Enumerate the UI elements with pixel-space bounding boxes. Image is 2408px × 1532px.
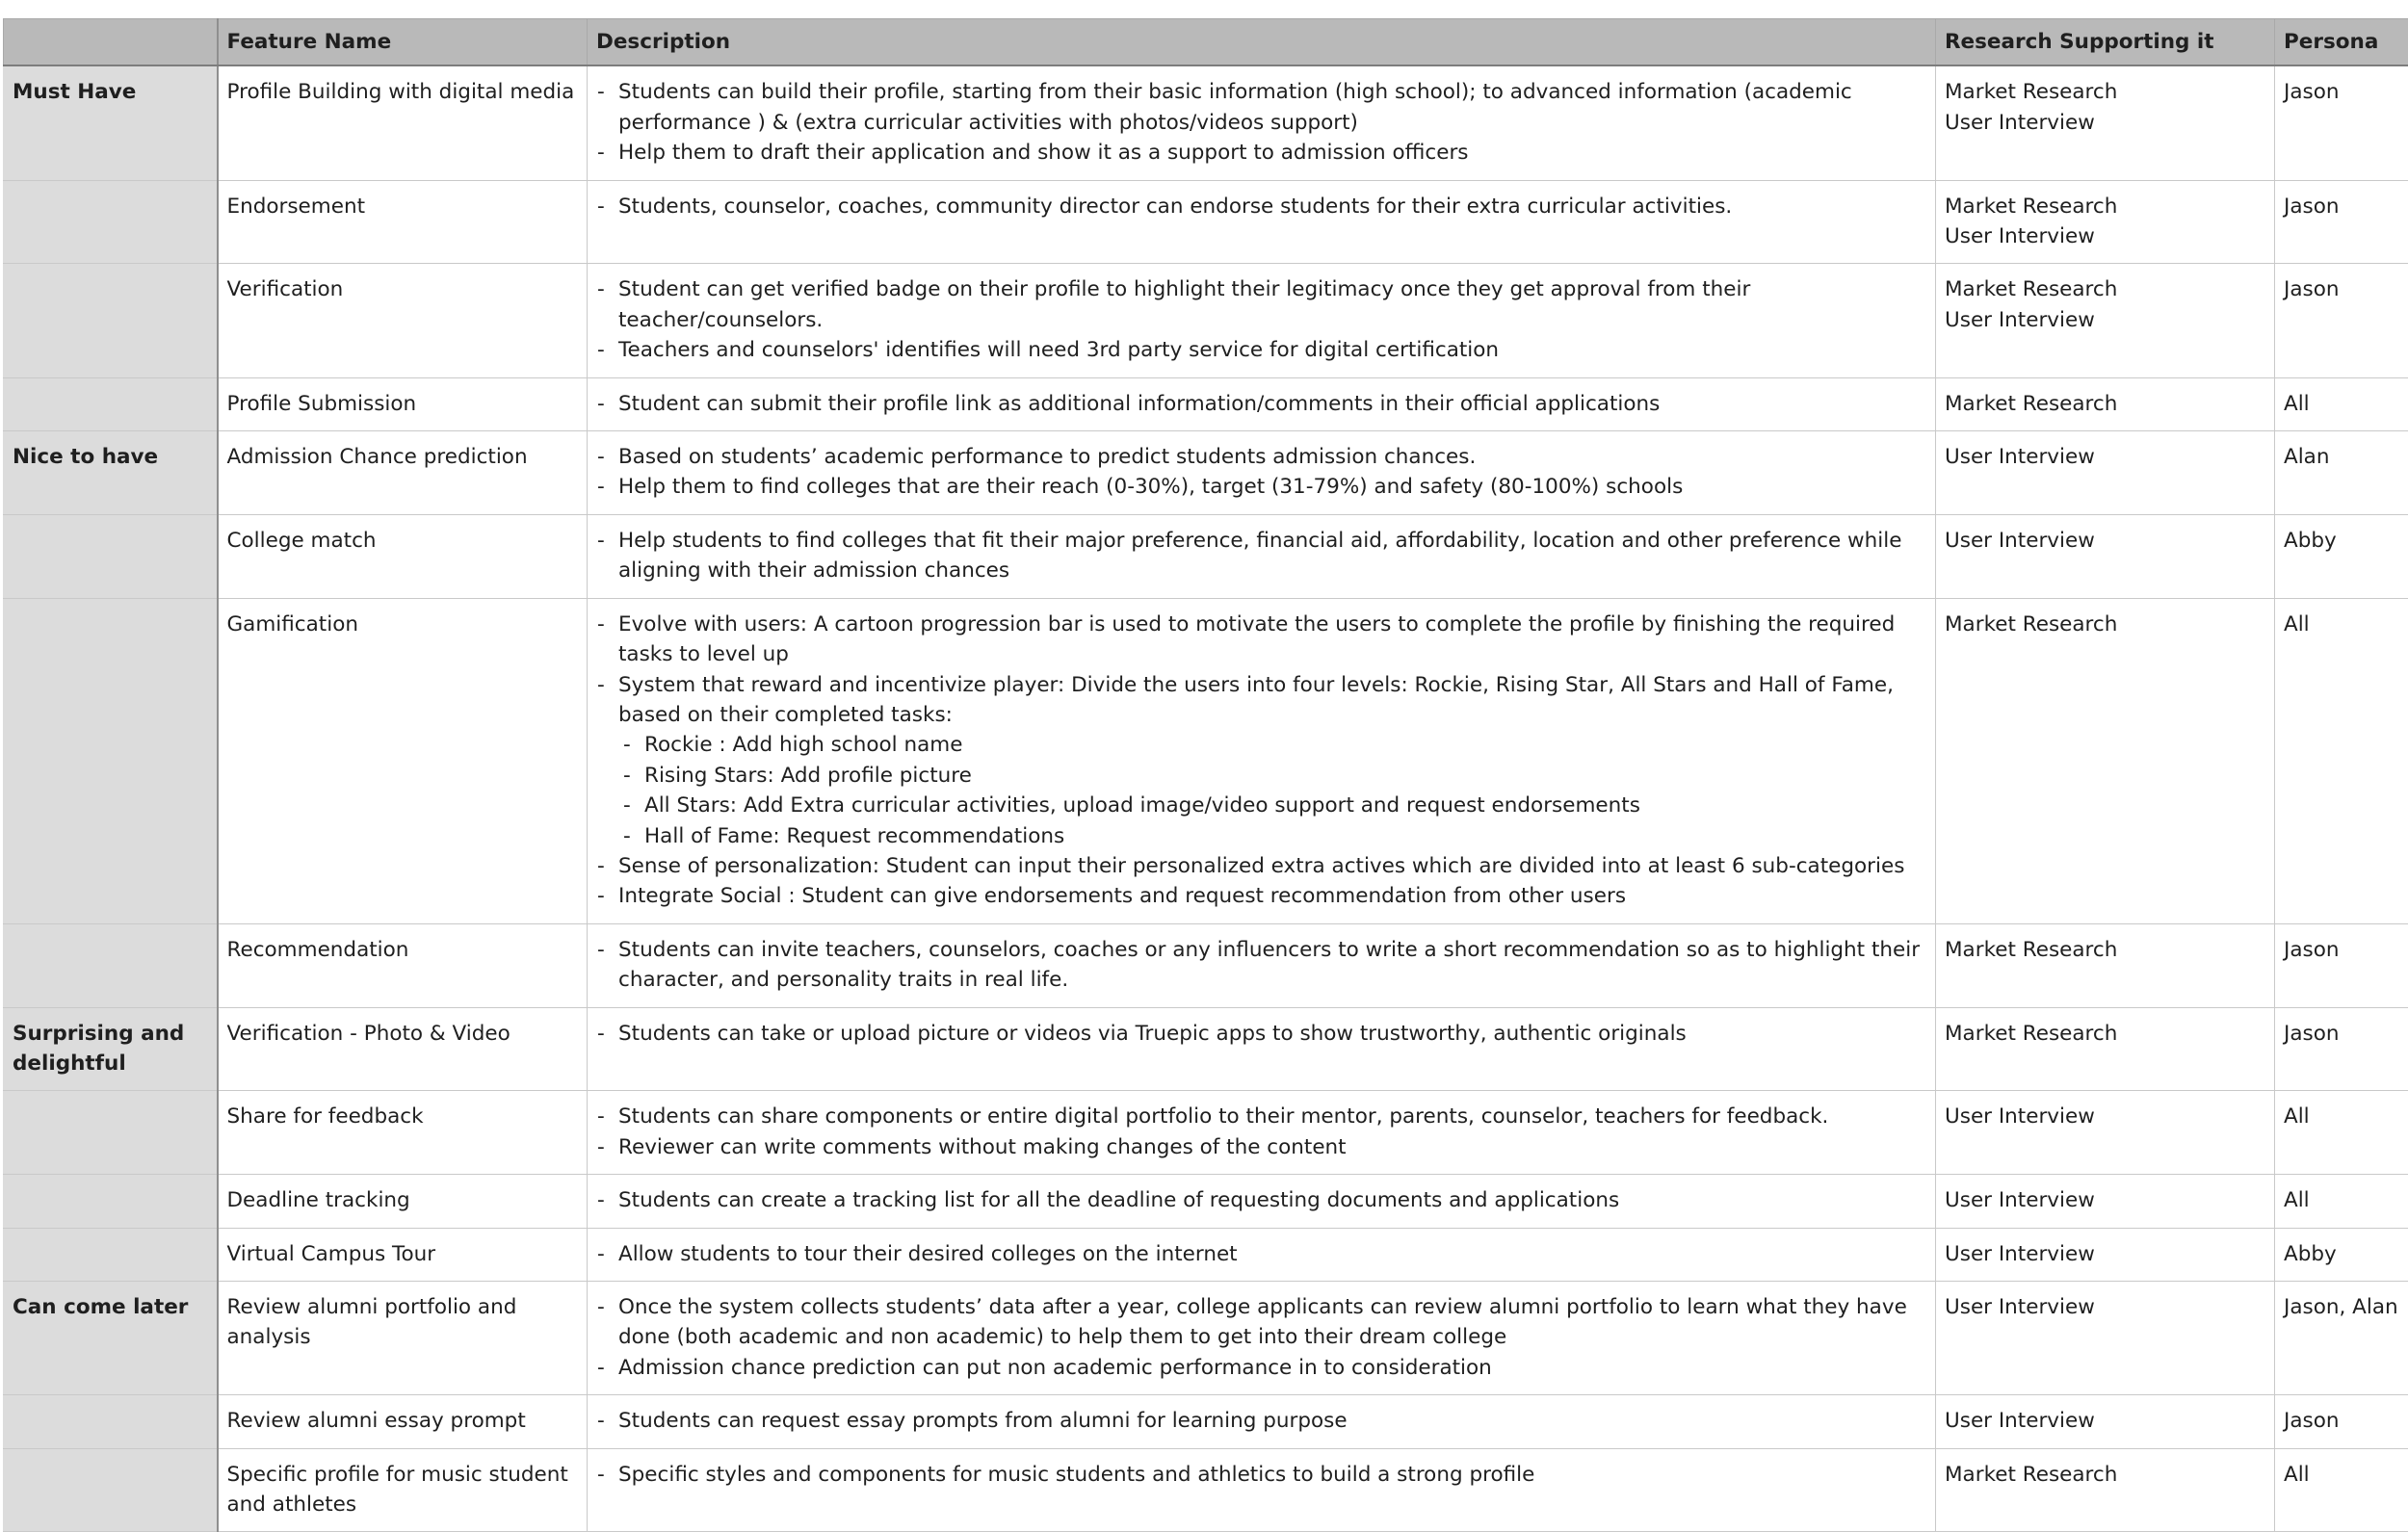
description-list [596, 274, 1926, 365]
persona-cell: Jason [2275, 923, 2408, 1007]
priority-cell: Nice to have [4, 431, 218, 515]
research-source: Market Research [1945, 935, 2265, 965]
table-row [4, 598, 2408, 923]
research-source: Market Research [1945, 1460, 2265, 1490]
research-source: User Interview [1945, 221, 2265, 251]
priority-cell [4, 264, 218, 377]
persona-cell: Jason [2275, 264, 2408, 377]
description-item [596, 670, 1926, 851]
feature-name-cell: Profile Building with digital media [218, 65, 588, 180]
description-item [596, 1353, 1926, 1383]
research-source: Market Research [1945, 1019, 2265, 1049]
research-cell [1936, 377, 2275, 430]
table-row [4, 377, 2408, 430]
table-body [4, 65, 2408, 1532]
description-text: Admission chance prediction can put non academic performance in to consideration [618, 1356, 1492, 1380]
priority-cell: Can come later [4, 1282, 218, 1395]
description-item [596, 389, 1926, 419]
research-source: User Interview [1945, 1292, 2265, 1322]
research-source: User Interview [1945, 305, 2265, 335]
description-list [596, 192, 1926, 221]
research-source: Market Research [1945, 77, 2265, 107]
table-row [4, 1282, 2408, 1395]
description-text: Integrate Social : Student can give endorsements and request recommendation from other users [618, 884, 1626, 908]
description-text: Evolve with users: A cartoon progression bar is used to motivate the users to complete the profile by finishing the required tasks to level up [618, 612, 1895, 666]
feature-name-cell: Profile Submission [218, 377, 588, 430]
persona-cell: All [2275, 1175, 2408, 1228]
table-row [4, 1175, 2408, 1228]
description-item [596, 77, 1926, 138]
research-source: Market Research [1945, 192, 2265, 221]
description-text: Help them to find colleges that are their reach (0-30%), target (31-79%) and safety (80-100%) schools [618, 475, 1683, 499]
priority-cell: Surprising and delightful [4, 1007, 218, 1091]
description-list [596, 1019, 1926, 1049]
priority-cell [4, 923, 218, 1007]
research-source: User Interview [1945, 1185, 2265, 1215]
research-source: User Interview [1945, 1102, 2265, 1131]
description-list [596, 77, 1926, 168]
description-item [596, 851, 1926, 881]
table-row [4, 1228, 2408, 1281]
description-list [596, 1185, 1926, 1215]
research-source: Market Research [1945, 274, 2265, 304]
feature-name-cell: Review alumni portfolio and analysis [218, 1282, 588, 1395]
description-text: Based on students’ academic performance to predict students admission chances. [618, 445, 1476, 469]
description-text: Students, counselor, coaches, community director can endorse students for their extra curricular activities. [618, 195, 1732, 219]
description-text: Students can invite teachers, counselors, coaches or any influencers to write a short recommendation so as to highlight their character, and personality traits in real life. [618, 938, 1920, 992]
description-subitem: - Rising Stars: Add profile picture [618, 761, 1926, 791]
table-row [4, 180, 2408, 264]
feature-prioritization-table [3, 18, 2408, 1532]
table-row [4, 1448, 2408, 1532]
persona-cell: All [2275, 1448, 2408, 1532]
description-sublist [618, 730, 1926, 851]
description-text: Help students to find colleges that fit their major preference, financial aid, affordability, location and other preference while aligning with their admission chances [618, 529, 1901, 583]
description-cell [588, 1228, 1936, 1281]
description-text: Allow students to tour their desired colleges on the internet [618, 1242, 1238, 1266]
description-item [596, 935, 1926, 996]
priority-cell [4, 514, 218, 598]
description-list [596, 610, 1926, 912]
feature-name-cell: Review alumni essay prompt [218, 1395, 588, 1448]
description-list [596, 1102, 1926, 1162]
research-cell [1936, 1228, 2275, 1281]
description-list [596, 389, 1926, 419]
description-subitem: - Hall of Fame: Request recommendations [618, 821, 1926, 851]
persona-cell: All [2275, 377, 2408, 430]
description-text: Students can take or upload picture or videos via Truepic apps to show trustworthy, authentic originals [618, 1022, 1687, 1046]
priority-cell: Must Have [4, 65, 218, 180]
persona-cell: Jason [2275, 1395, 2408, 1448]
research-cell [1936, 264, 2275, 377]
research-source: User Interview [1945, 442, 2265, 472]
description-item [596, 526, 1926, 586]
header-persona: Persona [2275, 19, 2408, 66]
header-priority [4, 19, 218, 66]
persona-cell: Jason [2275, 180, 2408, 264]
table-row [4, 65, 2408, 180]
description-cell [588, 923, 1936, 1007]
research-cell [1936, 1395, 2275, 1448]
description-text: Specific styles and components for music students and athletics to build a strong profile [618, 1463, 1534, 1487]
header-research: Research Supporting it [1936, 19, 2275, 66]
description-subitem: - All Stars: Add Extra curricular activities, upload image/video support and request endorsements [618, 791, 1926, 820]
description-list [596, 935, 1926, 996]
description-text: Teachers and counselors' identifies will need 3rd party service for digital certification [618, 338, 1499, 362]
description-cell [588, 514, 1936, 598]
description-item [596, 610, 1926, 670]
priority-cell [4, 180, 218, 264]
description-item [596, 1132, 1926, 1162]
description-item [596, 442, 1926, 472]
priority-cell [4, 1228, 218, 1281]
description-item [596, 1019, 1926, 1049]
persona-cell: Jason [2275, 65, 2408, 180]
feature-name-cell: College match [218, 514, 588, 598]
research-source: User Interview [1945, 108, 2265, 138]
description-list [596, 526, 1926, 586]
description-cell [588, 1282, 1936, 1395]
persona-cell: Jason, Alan [2275, 1282, 2408, 1395]
research-cell [1936, 1282, 2275, 1395]
header-description: Description [588, 19, 1936, 66]
header-row [4, 19, 2408, 66]
feature-name-cell: Verification [218, 264, 588, 377]
description-item [596, 1460, 1926, 1490]
feature-name-cell: Share for feedback [218, 1091, 588, 1175]
description-cell [588, 65, 1936, 180]
description-item [596, 274, 1926, 335]
research-cell [1936, 431, 2275, 515]
priority-cell [4, 598, 218, 923]
description-text: System that reward and incentivize player: Divide the users into four levels: Rockie, Rising Star, All Stars and Hall of Fame, based on their completed tasks: [618, 673, 1894, 727]
description-item [596, 1239, 1926, 1269]
description-text: Once the system collects students’ data after a year, college applicants can review alumni portfolio to learn what they have done (both academic and non academic) to help them to get into their dream college [618, 1295, 1907, 1349]
research-source: Market Research [1945, 389, 2265, 419]
table-row [4, 431, 2408, 515]
description-text: Students can share components or entire digital portfolio to their mentor, parents, counselor, teachers for feedback. [618, 1104, 1828, 1129]
research-cell [1936, 1448, 2275, 1532]
description-cell [588, 1448, 1936, 1532]
persona-cell: Jason [2275, 1007, 2408, 1091]
description-text: Sense of personalization: Student can input their personalized extra actives which are divided into at least 6 sub-categories [618, 854, 1904, 878]
description-cell [588, 1175, 1936, 1228]
description-cell [588, 180, 1936, 264]
priority-cell [4, 1091, 218, 1175]
feature-name-cell: Virtual Campus Tour [218, 1228, 588, 1281]
description-text: Student can get verified badge on their profile to highlight their legitimacy once they get approval from their teacher/counselors. [618, 277, 1750, 331]
description-text: Help them to draft their application and show it as a support to admission officers [618, 141, 1469, 165]
description-list [596, 1406, 1926, 1436]
description-item [596, 881, 1926, 911]
feature-name-cell: Admission Chance prediction [218, 431, 588, 515]
research-cell [1936, 1007, 2275, 1091]
research-cell [1936, 598, 2275, 923]
description-item [596, 1292, 1926, 1353]
priority-cell [4, 1395, 218, 1448]
research-cell [1936, 1091, 2275, 1175]
description-item [596, 192, 1926, 221]
description-cell [588, 1395, 1936, 1448]
priority-cell [4, 1448, 218, 1532]
research-source: User Interview [1945, 1406, 2265, 1436]
description-text: Reviewer can write comments without making changes of the content [618, 1135, 1347, 1159]
persona-cell: All [2275, 1091, 2408, 1175]
research-cell [1936, 514, 2275, 598]
research-source: User Interview [1945, 1239, 2265, 1269]
description-item [596, 335, 1926, 365]
persona-cell: Abby [2275, 514, 2408, 598]
persona-cell: All [2275, 598, 2408, 923]
description-item [596, 1185, 1926, 1215]
header-feature-name: Feature Name [218, 19, 588, 66]
research-cell [1936, 180, 2275, 264]
description-item [596, 472, 1926, 502]
table-row [4, 1007, 2408, 1091]
description-list [596, 442, 1926, 503]
persona-cell: Alan [2275, 431, 2408, 515]
description-cell [588, 431, 1936, 515]
research-source: Market Research [1945, 610, 2265, 639]
description-text: Students can create a tracking list for all the deadline of requesting documents and applications [618, 1188, 1619, 1212]
feature-name-cell: Gamification [218, 598, 588, 923]
research-cell [1936, 1175, 2275, 1228]
table-row [4, 1091, 2408, 1175]
description-text: Students can build their profile, starting from their basic information (high school); to advanced information (academic performance ) & (extra curricular activities with photos/videos support) [618, 80, 1852, 134]
description-cell [588, 598, 1936, 923]
description-item [596, 1406, 1926, 1436]
description-list [596, 1239, 1926, 1269]
description-cell [588, 264, 1936, 377]
description-subitem: - Rockie : Add high school name [618, 730, 1926, 760]
description-item [596, 138, 1926, 168]
description-list [596, 1460, 1926, 1490]
research-cell [1936, 923, 2275, 1007]
table-row [4, 264, 2408, 377]
description-text: Student can submit their profile link as additional information/comments in their official applications [618, 392, 1660, 416]
feature-name-cell: Verification - Photo & Video [218, 1007, 588, 1091]
description-text: Students can request essay prompts from alumni for learning purpose [618, 1409, 1348, 1433]
feature-name-cell: Deadline tracking [218, 1175, 588, 1228]
table-row [4, 923, 2408, 1007]
table-row [4, 514, 2408, 598]
feature-name-cell: Recommendation [218, 923, 588, 1007]
description-item [596, 1102, 1926, 1131]
description-cell [588, 1007, 1936, 1091]
description-list [596, 1292, 1926, 1383]
description-cell [588, 1091, 1936, 1175]
priority-cell [4, 1175, 218, 1228]
table-row [4, 1395, 2408, 1448]
research-source: User Interview [1945, 526, 2265, 556]
feature-name-cell: Endorsement [218, 180, 588, 264]
persona-cell: Abby [2275, 1228, 2408, 1281]
feature-name-cell: Specific profile for music student and athletes [218, 1448, 588, 1532]
priority-cell [4, 377, 218, 430]
research-cell [1936, 65, 2275, 180]
description-cell [588, 377, 1936, 430]
